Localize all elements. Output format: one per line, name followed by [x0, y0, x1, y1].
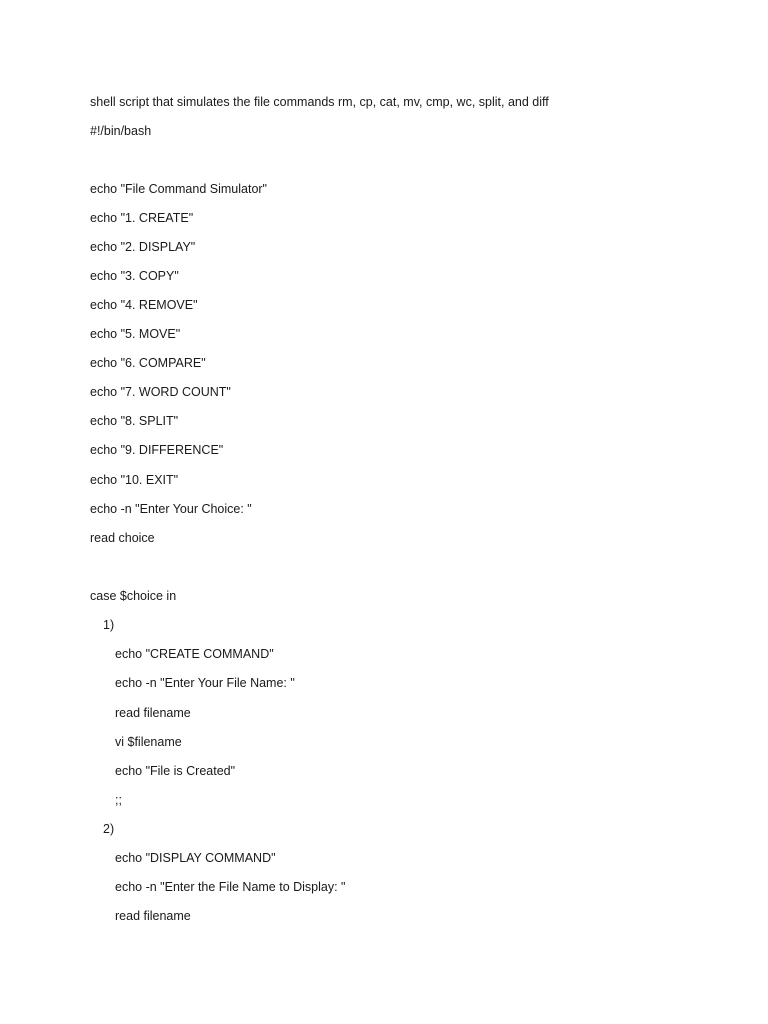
- code-line: echo "3. COPY": [90, 269, 179, 283]
- code-line: echo "9. DIFFERENCE": [90, 443, 224, 457]
- code-line: echo "File is Created": [115, 764, 236, 778]
- code-line: echo "7. WORD COUNT": [90, 385, 231, 399]
- code-line: echo -n "Enter Your File Name: ": [115, 676, 295, 690]
- code-line: read choice: [90, 531, 155, 545]
- code-line: echo -n "Enter the File Name to Display: ": [115, 880, 346, 894]
- case-label: 2): [103, 822, 115, 836]
- code-line: echo "10. EXIT": [90, 473, 179, 487]
- code-line: echo -n "Enter Your Choice: ": [90, 502, 252, 516]
- code-line: echo "2. DISPLAY": [90, 240, 196, 254]
- code-line: echo "5. MOVE": [90, 327, 181, 341]
- code-line: echo "8. SPLIT": [90, 414, 179, 428]
- document-heading: shell script that simulates the file commands rm, cp, cat, mv, cmp, wc, split, and diff: [90, 95, 549, 109]
- code-line: read filename: [115, 706, 191, 720]
- code-line: echo "DISPLAY COMMAND": [115, 851, 276, 865]
- code-line: vi $filename: [115, 735, 182, 749]
- code-line: echo "1. CREATE": [90, 211, 194, 225]
- code-line: echo "4. REMOVE": [90, 298, 198, 312]
- code-line: echo "6. COMPARE": [90, 356, 206, 370]
- code-line: echo "CREATE COMMAND": [115, 647, 274, 661]
- shebang-line: #!/bin/bash: [90, 124, 152, 138]
- code-line: echo "File Command Simulator": [90, 182, 267, 196]
- case-label: 1): [103, 618, 115, 632]
- case-line: case $choice in: [90, 589, 177, 603]
- code-line: read filename: [115, 909, 191, 923]
- code-line: ;;: [115, 793, 122, 807]
